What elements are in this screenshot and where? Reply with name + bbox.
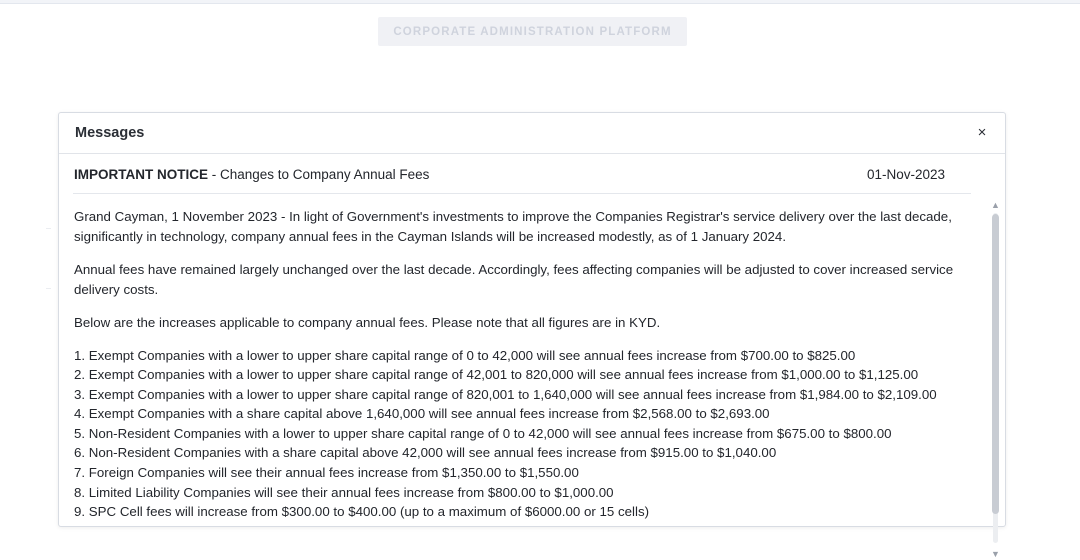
message-header [73,154,971,194]
fee-increase-list [74,346,969,522]
messages-dialog-header [59,113,1005,154]
page-artifact-line-1 [46,228,51,229]
message-subject [74,167,429,182]
list-item: 3. Exempt Companies with a lower to upper share capital range of 820,001 to 1,640,000 will see annual fees increase from $1,984.00 to $2,109.00 [74,386,937,402]
list-item: 6. Non-Resident Companies with a share capital above 42,000 will see annual fees increase from $915.00 to $1,040.00 [74,445,777,461]
messages-dialog-body [59,154,1005,559]
message-paragraph: Below are the increases applicable to company annual fees. Please note that all figures are in KYD. [74,315,661,330]
list-item: 7. Foreign Companies will see their annual fees increase from $1,350.00 to $1,550.00 [74,465,579,481]
message-body [73,194,987,522]
list-item: 4. Exempt Companies with a share capital above 1,640,000 will see annual fees increase from $2,568.00 to $2,693.00 [74,406,770,422]
scroll-down-icon[interactable]: ▼ [991,549,1000,559]
top-divider [0,0,1080,4]
message-scrollbar[interactable] [990,200,1001,560]
message-date: 01-Nov-2023 [866,167,945,182]
messages-dialog [58,112,1006,559]
close-icon[interactable]: × [973,124,991,142]
message-paragraph: Annual fees have remained largely unchanged over the last decade. Accordingly, fees affecting companies will be adjusted to cover increased service delivery costs. [74,262,954,297]
list-item: 9. SPC Cell fees will increase from $300.00 to $400.00 (up to a maximum of $6000.00 or 15 cells) [74,504,650,520]
list-item: 8. Limited Liability Companies will see their annual fees increase from $800.00 to $1,000.00 [74,484,614,500]
list-item: 2. Exempt Companies with a lower to upper share capital range of 42,001 to 820,000 will see annual fees increase from $1,000.00 to $1,125.00 [74,367,919,383]
scrollbar-thumb[interactable] [992,214,999,514]
message-subject-rest: - Changes to Company Annual Fees [208,167,430,182]
list-item: 5. Non-Resident Companies with a lower to upper share capital range of 0 to 42,000 will see annual fees increase from $675.00 to $800.00 [74,425,892,441]
message-paragraph: Grand Cayman, 1 November 2023 - In light of Government's investments to improve the Companies Registrar's service delivery over the last decade, significantly in technology, company annual fees in the Cayman Islands will be increased modestly, as of 1 January 2024. [74,209,952,244]
page-title: Messages [75,125,145,141]
brand-banner-label: CORPORATE ADMINISTRATION PLATFORM [393,25,672,38]
brand-banner [378,17,687,46]
message-subject-emphasis: IMPORTANT NOTICE [74,167,208,182]
scroll-up-icon[interactable]: ▲ [991,200,1000,210]
list-item: 1. Exempt Companies with a lower to upper share capital range of 0 to 42,000 will see annual fees increase from $700.00 to $825.00 [74,347,856,363]
page-artifact-line-2 [46,288,51,289]
